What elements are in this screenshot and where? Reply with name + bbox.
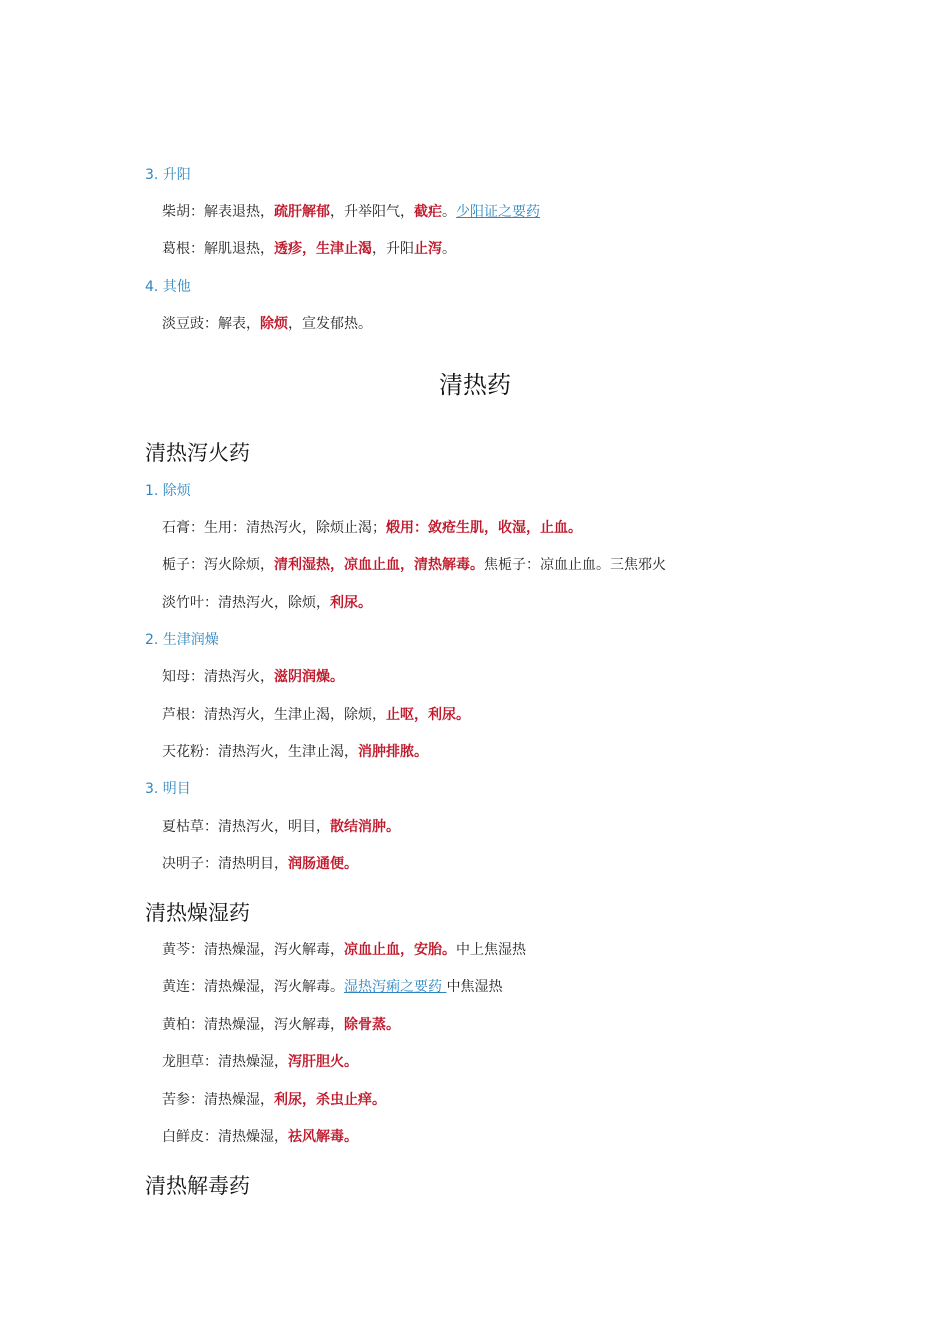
dandouchi-text-2: ，宣发郁热。 xyxy=(288,316,372,332)
longdancao-emphasis: 泻肝胆火。 xyxy=(288,1054,358,1070)
gegen-text-1: 葛根：解肌退热， xyxy=(162,241,274,257)
chaihu-text-2: ，升举阳气， xyxy=(330,204,414,220)
shigao-emphasis: 煅用：敛疮生肌，收湿，止血。 xyxy=(386,520,582,536)
huangqin-emphasis: 凉血止血，安胎。 xyxy=(344,942,456,958)
zhizi-text-1: 栀子：泻火除烦， xyxy=(162,557,274,573)
xiakucao-emphasis: 散结消肿。 xyxy=(330,819,400,835)
baixianpi-text: 白鲜皮：清热燥湿， xyxy=(162,1129,288,1145)
zhimu-emphasis: 滋阴润燥。 xyxy=(274,669,344,685)
lugen-text: 芦根：清热泻火，生津止渴，除烦， xyxy=(162,707,386,723)
entry-zhimu xyxy=(162,668,344,686)
page-title: 清热药 xyxy=(439,371,511,399)
huanglian-text-1: 黄连：清热燥湿，泻火解毒。 xyxy=(162,979,344,995)
entry-chaihu xyxy=(162,203,540,221)
entry-danzhuye xyxy=(162,594,372,612)
entry-gegen xyxy=(162,240,456,258)
chaihu-text-1: 柴胡：解表退热， xyxy=(162,204,274,220)
chaihu-link[interactable]: 少阳证之要药 xyxy=(456,204,540,220)
subheading-shengyang: 3. 升阳 xyxy=(145,167,191,183)
entry-huanglian xyxy=(162,978,502,996)
entry-baixianpi xyxy=(162,1128,358,1146)
xiakucao-text: 夏枯草：清热泻火，明目， xyxy=(162,819,330,835)
zhizi-emphasis: 清利湿热，凉血止血，清热解毒。 xyxy=(274,557,484,573)
tianhuafen-text: 天花粉：清热泻火，生津止渴， xyxy=(162,744,358,760)
zhizi-text-2: 焦栀子：凉血止血。三焦邪火 xyxy=(484,557,666,573)
entry-huangqin xyxy=(162,941,526,959)
huanglian-link[interactable]: 湿热泻痢之要药 xyxy=(344,979,447,995)
gegen-emphasis-2: 止泻 xyxy=(414,241,442,257)
huangbai-text: 黄柏：清热燥湿，泻火解毒， xyxy=(162,1017,344,1033)
lugen-emphasis: 止呕，利尿。 xyxy=(386,707,470,723)
entry-juemingzi xyxy=(162,855,358,873)
longdancao-text: 龙胆草：清热燥湿， xyxy=(162,1054,288,1070)
entry-huangbai xyxy=(162,1016,400,1034)
subheading-mingmu: 3. 明目 xyxy=(145,781,191,797)
tianhuafen-emphasis: 消肿排脓。 xyxy=(358,744,428,760)
entry-xiakucao xyxy=(162,818,400,836)
gegen-text-2: ，升阳 xyxy=(372,241,414,257)
entry-tianhuafen xyxy=(162,743,428,761)
juemingzi-text: 决明子：清热明目， xyxy=(162,856,288,872)
chaihu-text-3: 。 xyxy=(442,204,456,220)
huanglian-text-2: 中焦湿热 xyxy=(446,979,503,995)
heading-qingrejiedu: 清热解毒药 xyxy=(145,1174,250,1198)
entry-shigao xyxy=(162,519,582,537)
subheading-shengjin: 2. 生津润燥 xyxy=(145,632,219,648)
shigao-text: 石膏：生用：清热泻火，除烦止渴； xyxy=(162,520,386,536)
chaihu-emphasis-2: 截疟 xyxy=(414,204,442,220)
huangbai-emphasis: 除骨蒸。 xyxy=(344,1017,400,1033)
gegen-text-3: 。 xyxy=(442,241,456,257)
dandouchi-emphasis: 除烦 xyxy=(260,316,288,332)
entry-dandouchi xyxy=(162,315,372,333)
subheading-chufan: 1. 除烦 xyxy=(145,483,191,499)
huangqin-text-1: 黄芩：清热燥湿，泻火解毒， xyxy=(162,942,344,958)
subheading-qita: 4. 其他 xyxy=(145,279,191,295)
dandouchi-text-1: 淡豆豉：解表， xyxy=(162,316,260,332)
kushen-text: 苦参：清热燥湿， xyxy=(162,1092,274,1108)
chaihu-emphasis-1: 疏肝解郁 xyxy=(274,204,330,220)
huangqin-text-2: 中上焦湿热 xyxy=(456,942,526,958)
entry-kushen xyxy=(162,1091,386,1109)
entry-lugen xyxy=(162,706,470,724)
juemingzi-emphasis: 润肠通便。 xyxy=(288,856,358,872)
heading-qingrexiehuo: 清热泻火药 xyxy=(145,441,250,465)
danzhuye-text: 淡竹叶：清热泻火，除烦， xyxy=(162,595,330,611)
gegen-emphasis-1: 透疹，生津止渴 xyxy=(274,241,372,257)
heading-qingrezaoshi: 清热燥湿药 xyxy=(145,901,250,925)
zhimu-text: 知母：清热泻火， xyxy=(162,669,274,685)
danzhuye-emphasis: 利尿。 xyxy=(330,595,372,611)
entry-longdancao xyxy=(162,1053,358,1071)
entry-zhizi xyxy=(162,556,666,574)
baixianpi-emphasis: 祛风解毒。 xyxy=(288,1129,358,1145)
kushen-emphasis: 利尿，杀虫止痒。 xyxy=(274,1092,386,1108)
